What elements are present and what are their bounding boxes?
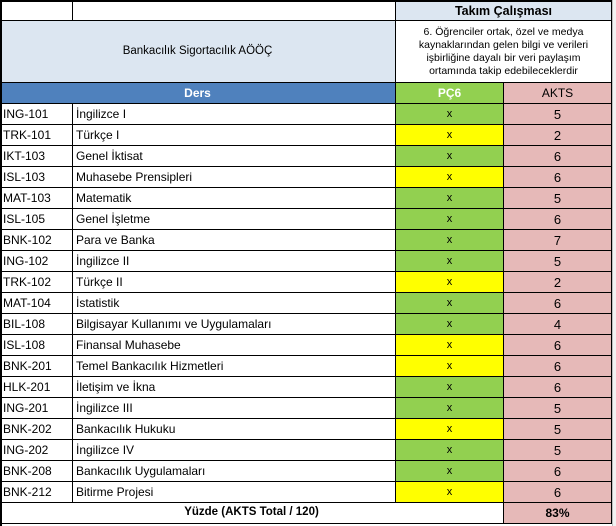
course-name[interactable]: İstatistik <box>73 293 396 314</box>
column-header-outcome[interactable]: PÇ6 <box>396 83 504 104</box>
outcome-mark[interactable]: x <box>396 251 504 272</box>
course-name[interactable]: İngilizce IV <box>73 440 396 461</box>
sheet-border-top <box>0 0 616 2</box>
outcome-mark[interactable]: x <box>396 461 504 482</box>
course-akts[interactable]: 5 <box>504 440 612 461</box>
outcome-mark[interactable]: x <box>396 188 504 209</box>
sheet-border-left <box>0 0 2 526</box>
course-name[interactable]: İngilizce II <box>73 251 396 272</box>
course-akts[interactable]: 4 <box>504 314 612 335</box>
course-akts[interactable]: 2 <box>504 272 612 293</box>
outcome-mark[interactable]: x <box>396 293 504 314</box>
course-akts[interactable]: 6 <box>504 293 612 314</box>
outcome-mark[interactable]: x <box>396 146 504 167</box>
course-name[interactable]: İletişim ve İkna <box>73 377 396 398</box>
section-title[interactable]: Takım Çalışması <box>396 2 612 21</box>
outcome-mark[interactable]: x <box>396 167 504 188</box>
course-name[interactable]: Genel İşletme <box>73 209 396 230</box>
course-akts[interactable]: 5 <box>504 104 612 125</box>
outcome-mark[interactable]: x <box>396 125 504 146</box>
outcome-mark[interactable]: x <box>396 335 504 356</box>
course-code[interactable]: BIL-108 <box>0 314 73 335</box>
course-code[interactable]: TRK-102 <box>0 272 73 293</box>
course-akts[interactable]: 6 <box>504 167 612 188</box>
course-name[interactable]: Bankacılık Uygulamaları <box>73 461 396 482</box>
course-name[interactable]: İngilizce III <box>73 398 396 419</box>
course-name[interactable]: Para ve Banka <box>73 230 396 251</box>
course-code[interactable]: BNK-201 <box>0 356 73 377</box>
course-name[interactable]: Türkçe I <box>73 125 396 146</box>
column-header-credits[interactable]: AKTS <box>504 83 612 104</box>
percentage-label[interactable]: Yüzde (AKTS Total / 120) <box>0 503 504 524</box>
blank-cell-a1[interactable] <box>0 2 73 21</box>
course-code[interactable]: BNK-208 <box>0 461 73 482</box>
course-code[interactable]: BNK-202 <box>0 419 73 440</box>
program-title[interactable]: Bankacılık Sigortacılık AÖÖÇ <box>0 21 396 83</box>
course-akts[interactable]: 5 <box>504 188 612 209</box>
course-name[interactable]: Finansal Muhasebe <box>73 335 396 356</box>
course-akts[interactable]: 6 <box>504 209 612 230</box>
course-code[interactable]: HLK-201 <box>0 377 73 398</box>
course-akts[interactable]: 6 <box>504 377 612 398</box>
course-code[interactable]: BNK-102 <box>0 230 73 251</box>
outcome-mark[interactable]: x <box>396 377 504 398</box>
course-code[interactable]: TRK-101 <box>0 125 73 146</box>
outcome-mark[interactable]: x <box>396 440 504 461</box>
outcome-description[interactable]: 6. Öğrenciler ortak, özel ve medya kaynaklarından gelen bilgi ve verileri işbirliğine dayalı bir veri paylaşım ortamında takip edebileceklerdir <box>396 21 612 83</box>
course-code[interactable]: ISL-103 <box>0 167 73 188</box>
outcome-mark[interactable]: x <box>396 482 504 503</box>
outcome-mark[interactable]: x <box>396 230 504 251</box>
course-akts[interactable]: 6 <box>504 146 612 167</box>
course-code[interactable]: ING-102 <box>0 251 73 272</box>
course-name[interactable]: Matematik <box>73 188 396 209</box>
course-name[interactable]: Muhasebe Prensipleri <box>73 167 396 188</box>
outcome-mark[interactable]: x <box>396 272 504 293</box>
course-name[interactable]: Türkçe II <box>73 272 396 293</box>
course-akts[interactable]: 7 <box>504 230 612 251</box>
course-akts[interactable]: 2 <box>504 125 612 146</box>
outcome-mark[interactable]: x <box>396 209 504 230</box>
course-akts[interactable]: 6 <box>504 356 612 377</box>
course-name[interactable]: Temel Bankacılık Hizmetleri <box>73 356 396 377</box>
course-code[interactable]: ISL-108 <box>0 335 73 356</box>
window-right-edge <box>612 0 616 526</box>
course-akts[interactable]: 5 <box>504 398 612 419</box>
course-code[interactable]: ING-101 <box>0 104 73 125</box>
outcome-mark[interactable]: x <box>396 314 504 335</box>
course-code[interactable]: MAT-103 <box>0 188 73 209</box>
course-code[interactable]: ISL-105 <box>0 209 73 230</box>
outcome-mark[interactable]: x <box>396 356 504 377</box>
course-name[interactable]: Bilgisayar Kullanımı ve Uygulamaları <box>73 314 396 335</box>
outcome-mark[interactable]: x <box>396 419 504 440</box>
course-code[interactable]: IKT-103 <box>0 146 73 167</box>
blank-cell-b1[interactable] <box>73 2 396 21</box>
course-akts[interactable]: 5 <box>504 251 612 272</box>
course-name[interactable]: Bitirme Projesi <box>73 482 396 503</box>
course-akts[interactable]: 6 <box>504 482 612 503</box>
course-name[interactable]: Bankacılık Hukuku <box>73 419 396 440</box>
course-name[interactable]: Genel İktisat <box>73 146 396 167</box>
column-header-course[interactable]: Ders <box>0 83 396 104</box>
course-code[interactable]: MAT-104 <box>0 293 73 314</box>
outcome-mark[interactable]: x <box>396 398 504 419</box>
course-code[interactable]: ING-201 <box>0 398 73 419</box>
outcome-mark[interactable]: x <box>396 104 504 125</box>
course-akts[interactable]: 6 <box>504 335 612 356</box>
course-akts[interactable]: 6 <box>504 461 612 482</box>
course-code[interactable]: ING-202 <box>0 440 73 461</box>
course-name[interactable]: İngilizce I <box>73 104 396 125</box>
course-akts[interactable]: 5 <box>504 419 612 440</box>
percentage-value[interactable]: 83% <box>504 503 612 524</box>
course-code[interactable]: BNK-212 <box>0 482 73 503</box>
